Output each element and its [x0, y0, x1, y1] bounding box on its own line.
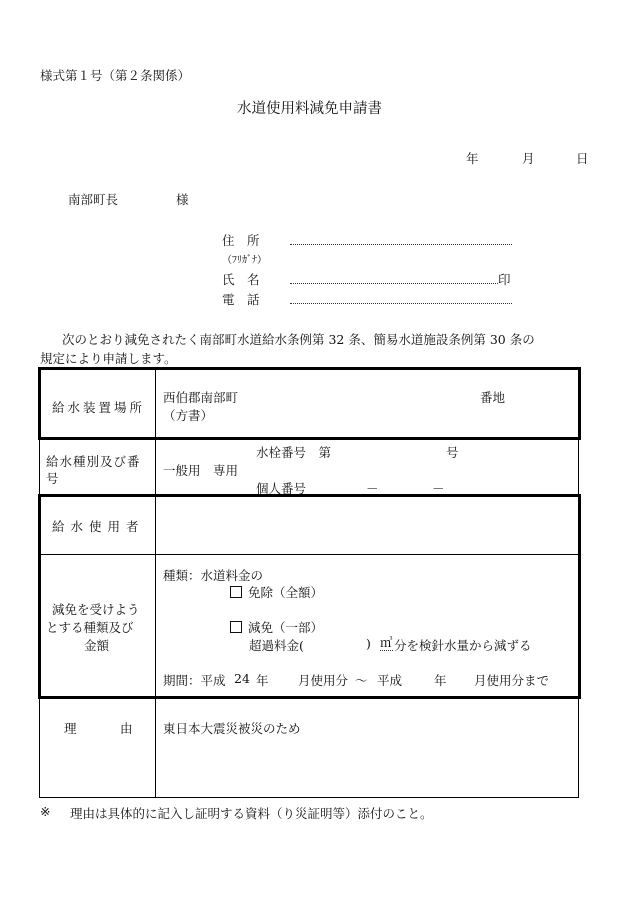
personal-number-dash-1: － [366, 481, 379, 496]
reason-value: 東日本大震災被災のため [163, 721, 301, 736]
exemption-label-line-3: 金額 [84, 638, 110, 653]
excess-fee-unit: ㎥ [380, 635, 393, 650]
footnote-mark: ※ [40, 804, 51, 819]
reason-label-b: 由 [120, 721, 133, 736]
address-field[interactable] [290, 244, 512, 245]
tap-number-label: 水栓番号 第 [256, 445, 332, 460]
personal-number-dash-2: － [432, 481, 445, 496]
exemption-kind: 種類：水道料金の [163, 568, 264, 583]
checkbox-full-icon[interactable] [230, 586, 242, 598]
location-banchi: 番地 [480, 390, 506, 405]
option-full-exemption[interactable]: 免除（全額） [230, 583, 323, 601]
checkbox-partial-icon[interactable] [230, 621, 242, 633]
phone-label: 電 話 [222, 292, 260, 307]
exemption-label-line-2: とする種類及び [46, 620, 134, 635]
excess-fee-prefix: 超過料金( [249, 638, 304, 653]
period-year: 24 [234, 671, 250, 686]
location-katagaki: （方書） [163, 408, 214, 423]
period-era-2: 平成 [377, 673, 403, 688]
location-area: 西伯郡南部町 [163, 390, 239, 405]
excess-fee-paren: ) [366, 636, 371, 651]
period-month-from: 月使用分 [298, 673, 349, 688]
furigana-label: （ﾌﾘｶﾞﾅ） [222, 255, 267, 266]
name-field[interactable] [290, 283, 498, 284]
footnote-text: 理由は具体的に記入し証明する資料（り災証明等）添付のこと。 [70, 806, 433, 821]
water-user-label: 給水使用者 [52, 519, 145, 534]
intro-line-2: 規定により申請します。 [40, 351, 177, 366]
personal-number-label: 個人番号 [256, 481, 307, 496]
reason-label-a: 理 [64, 721, 77, 736]
address-label: 住 所 [222, 233, 260, 248]
period-year-2-unit: 年 [434, 673, 447, 688]
addressee-name: 南部町長 [68, 192, 119, 207]
date-day-label: 日 [576, 151, 589, 166]
form-number: 様式第１号（第２条関係） [40, 68, 191, 83]
addressee-honorific: 様 [176, 192, 189, 207]
period-prefix: 期間：平成 [163, 673, 226, 688]
excess-fee-suffix: 分を検針水量から減ずる [394, 638, 532, 653]
period-year-unit: 年 [256, 673, 269, 688]
option-partial-exemption[interactable]: 減免（一部） [230, 618, 323, 636]
period-month-to: 月使用分まで [474, 673, 550, 688]
date-month-label: 月 [522, 151, 535, 166]
type-label-line-1: 給水種別及び番 [46, 454, 141, 469]
date-year-label: 年 [466, 151, 479, 166]
tap-number-suffix: 号 [446, 445, 459, 460]
exemption-label-line-1: 減免を受けよう [52, 602, 140, 617]
type-label-line-2: 号 [46, 471, 59, 486]
seal-mark: 印 [498, 272, 511, 287]
phone-field[interactable] [290, 303, 512, 304]
location-label: 給水装置場所 [52, 400, 146, 415]
name-label: 氏 名 [222, 272, 260, 287]
period-tilde: ～ [355, 673, 368, 688]
page-title: 水道使用料減免申請書 [237, 101, 382, 117]
usage-category: 一般用 専用 [163, 463, 239, 478]
intro-line-1: 次のとおり減免されたく南部町水道給水条例第 32 条、簡易水道施設条例第 30 条の [62, 332, 535, 347]
